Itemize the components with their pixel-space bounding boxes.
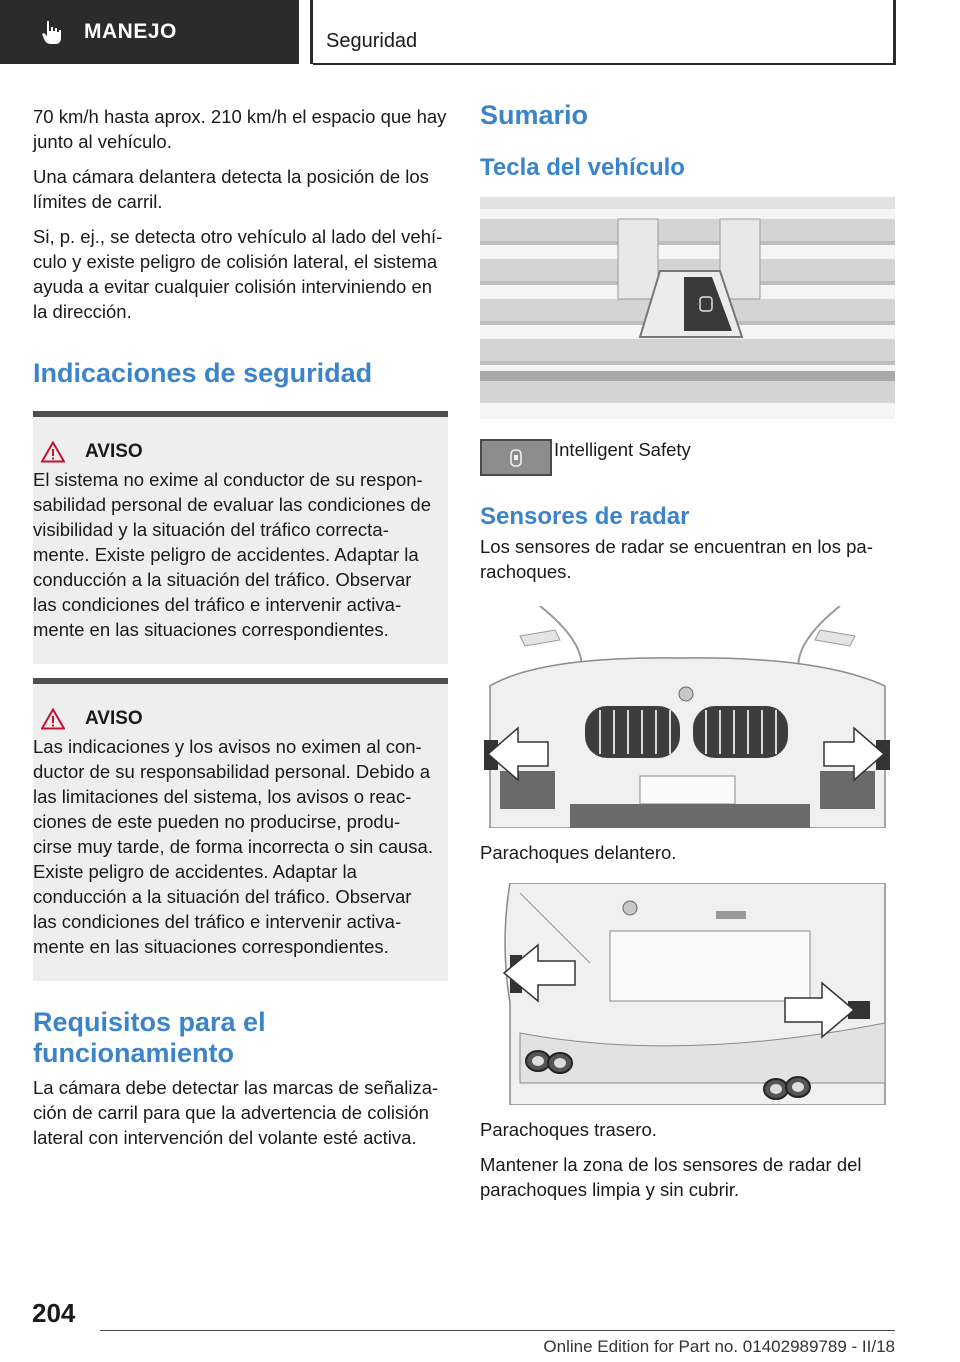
button-legend (480, 439, 895, 476)
caption-rear: Parachoques trasero. (480, 1119, 657, 1140)
warning-box (33, 678, 448, 981)
heading-sumario: Sumario (480, 100, 589, 130)
rear-bumper-figure (480, 883, 895, 1105)
caption-front: Parachoques delantero. (480, 842, 677, 863)
paragraph: 70 km/h hasta aprox. 210 km/h el espacio que hay junto al vehículo. (33, 106, 447, 152)
paragraph: Mantener la zona de los sensores de radar del parachoques limpia y sin cubrir. (480, 1154, 862, 1200)
footer-edition: Online Edition for Part no. 01402989789 - II/18 (543, 1337, 895, 1356)
vehicle-button-figure (480, 197, 895, 419)
intelligent-safety-button (480, 439, 552, 476)
paragraph: Si, p. ej., se detecta otro vehículo al lado del vehí‐culo y existe peligro de colisión lateral, el sistema ayuda a evitar cualquier colisión interviniendo en la dirección. (33, 226, 443, 322)
warning-icon (41, 708, 65, 730)
page-title: Seguridad (326, 30, 418, 52)
header-divider (310, 0, 313, 64)
header-border-bottom (313, 63, 896, 65)
footer-rule (100, 1330, 895, 1331)
paragraph: Una cámara delantera detecta la posición de los límites de carril. (33, 166, 429, 212)
header-border-right (893, 0, 896, 64)
warning-title: AVISO (85, 708, 143, 729)
paragraph: La cámara debe detectar las marcas de señaliza‐ción de carril para que la advertencia de colisión lateral con intervención del volante esté activa. (33, 1077, 439, 1148)
heading-requirements: Requisitos para el funcionamiento (33, 1007, 266, 1068)
button-label: Intelligent Safety (554, 439, 691, 460)
warning-box (33, 411, 448, 664)
hand-icon (38, 17, 68, 47)
warning-text: Las indicaciones y los avisos no eximen al con‐ductor de su responsabilidad personal. Debido a las limitaciones del sistema, los avisos o reac‐ciones de este pueden no producirse, produ‐cirse muy tarde, de forma incorrecta o sin causa. Existe peligro de accidentes. Adaptar la conducción a la situación del tráfico. Observar las condiciones del tráfico e intervenir activa‐mente en las situaciones correspondientes. (33, 736, 433, 957)
heading-safety: Indicaciones de seguridad (33, 358, 373, 388)
page-number: 204 (32, 1298, 76, 1328)
heading-tecla: Tecla del vehículo (480, 154, 685, 181)
left-column (33, 104, 448, 1160)
warning-icon (41, 441, 65, 463)
front-bumper-figure (480, 606, 895, 828)
intelligent-safety-icon (506, 447, 526, 469)
warning-title: AVISO (85, 441, 143, 462)
paragraph: Los sensores de radar se encuentran en los pa‐rachoques. (480, 536, 873, 582)
right-column (480, 100, 895, 1212)
warning-text: El sistema no exime al conductor de su respon‐sabilidad personal de evaluar las condiciones de visibilidad y la situación del tráfico correcta‐mente. Existe peligro de accidentes. Adaptar la conducción a la situación del tráfico. Observar las condiciones del tráfico e intervenir activa‐mente en las situaciones correspondientes. (33, 469, 432, 640)
section-tab (0, 0, 299, 64)
heading-radar: Sensores de radar (480, 503, 690, 530)
section-label: MANEJO (84, 20, 177, 43)
